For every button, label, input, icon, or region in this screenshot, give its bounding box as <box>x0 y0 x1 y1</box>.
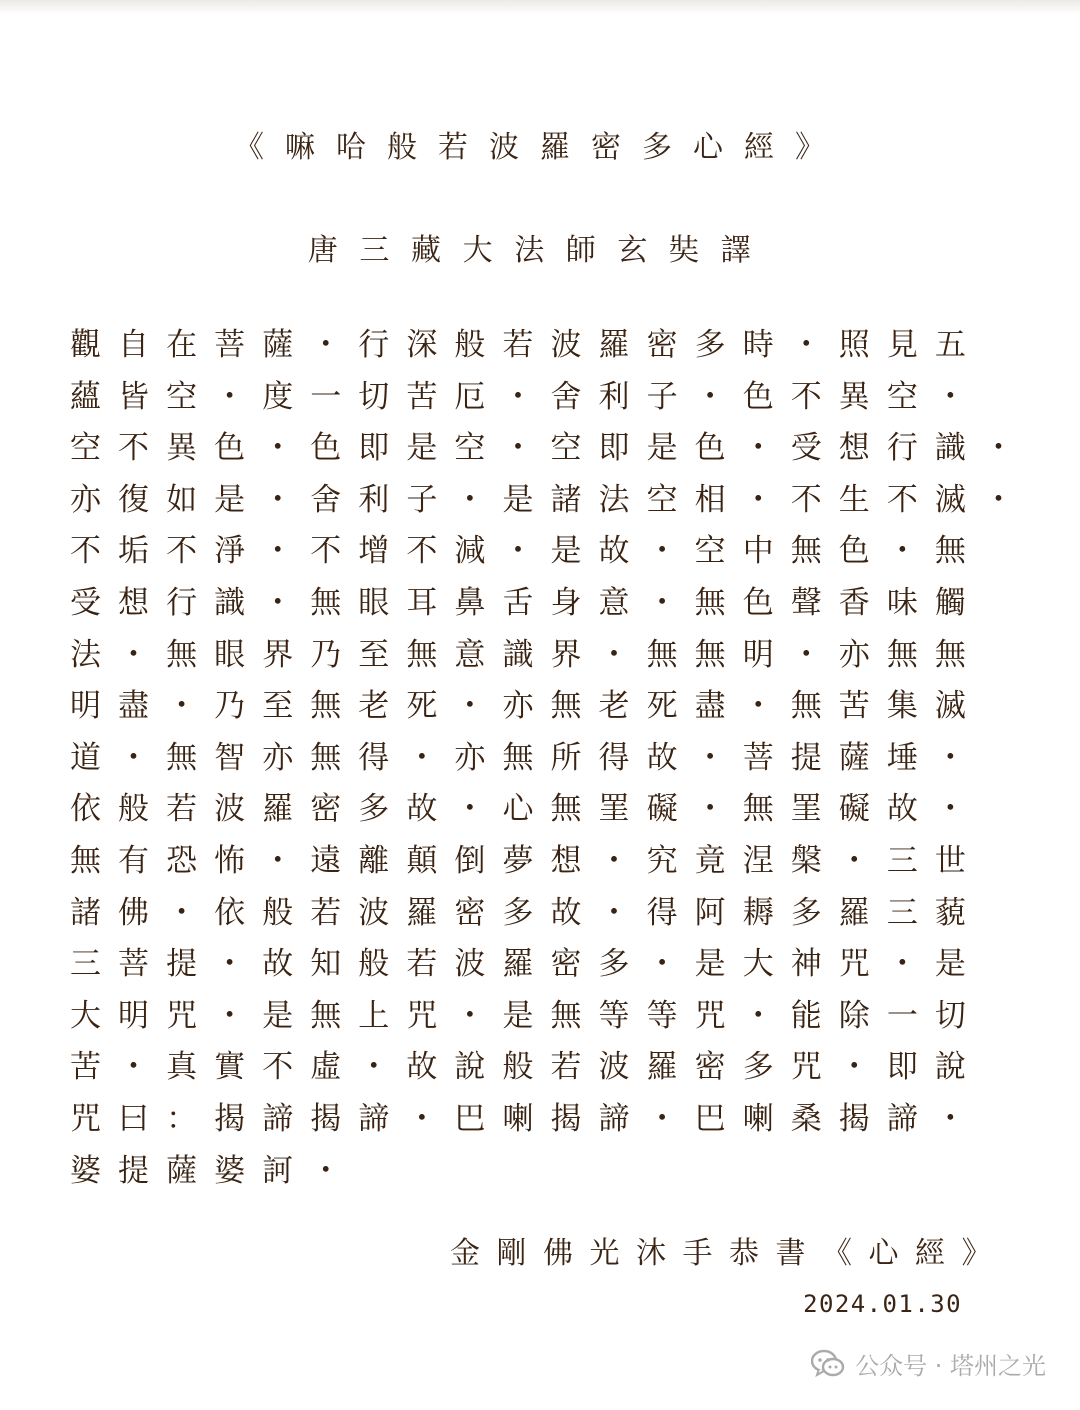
text-line: 空不異色・色即是空・空即是色・受想行識・ <box>70 430 1031 467</box>
text-line: 三菩提・故知般若波羅密多・是大神咒・是 <box>70 946 983 983</box>
text-line: 大明咒・是無上咒・是無等等咒・能除一切 <box>70 997 983 1034</box>
sutra-title: 《嘛哈般若波羅密多心經》 <box>234 130 846 165</box>
text-line: 亦復如是・舍利子・是諸法空相・不生不滅・ <box>70 481 1031 518</box>
signature-line: 金剛佛光沐手恭書《心經》 <box>450 1236 1008 1271</box>
text-line: 道・無智亦無得・亦無所得故・菩提薩埵・ <box>70 739 983 776</box>
wechat-icon <box>811 1349 845 1379</box>
text-line: 觀自在菩薩・行深般若波羅密多時・照見五 <box>70 327 983 363</box>
account-watermark <box>811 1346 1046 1381</box>
text-line: 苦・真實不虛・故說般若波羅密多咒・即說 <box>70 1049 983 1086</box>
translator-line: 唐三藏大法師玄奘譯 <box>307 233 773 268</box>
text-line: 蘊皆空・度一切苦厄・舍利子・色不異空・ <box>70 378 983 415</box>
text-line: 諸佛・依般若波羅密多故・得阿耨多羅三藐 <box>70 894 983 931</box>
text-line: 法・無眼界乃至無意識界・無無明・亦無無 <box>70 636 983 673</box>
sutra-body <box>70 320 1030 1197</box>
text-line: 明盡・乃至無老死・亦無老死盡・無苦集滅 <box>70 688 983 725</box>
date-line: 2024.01.30 <box>803 1290 962 1318</box>
text-line: 無有恐怖・遠離顛倒夢想・究竟涅槃・三世 <box>70 842 983 879</box>
text-line: 咒曰：揭諦揭諦・巴喇揭諦・巴喇桑揭諦・ <box>70 1100 983 1137</box>
watermark-text: 公众号 · 塔州之光 <box>855 1352 1046 1380</box>
text-line: 受想行識・無眼耳鼻舌身意・無色聲香味觸 <box>70 584 983 621</box>
text-line: 依般若波羅密多故・心無罣礙・無罣礙故・ <box>70 791 983 828</box>
text-line: 婆提薩婆訶・ <box>70 1152 359 1189</box>
text-line: 不垢不淨・不增不減・是故・空中無色・無 <box>70 533 983 570</box>
